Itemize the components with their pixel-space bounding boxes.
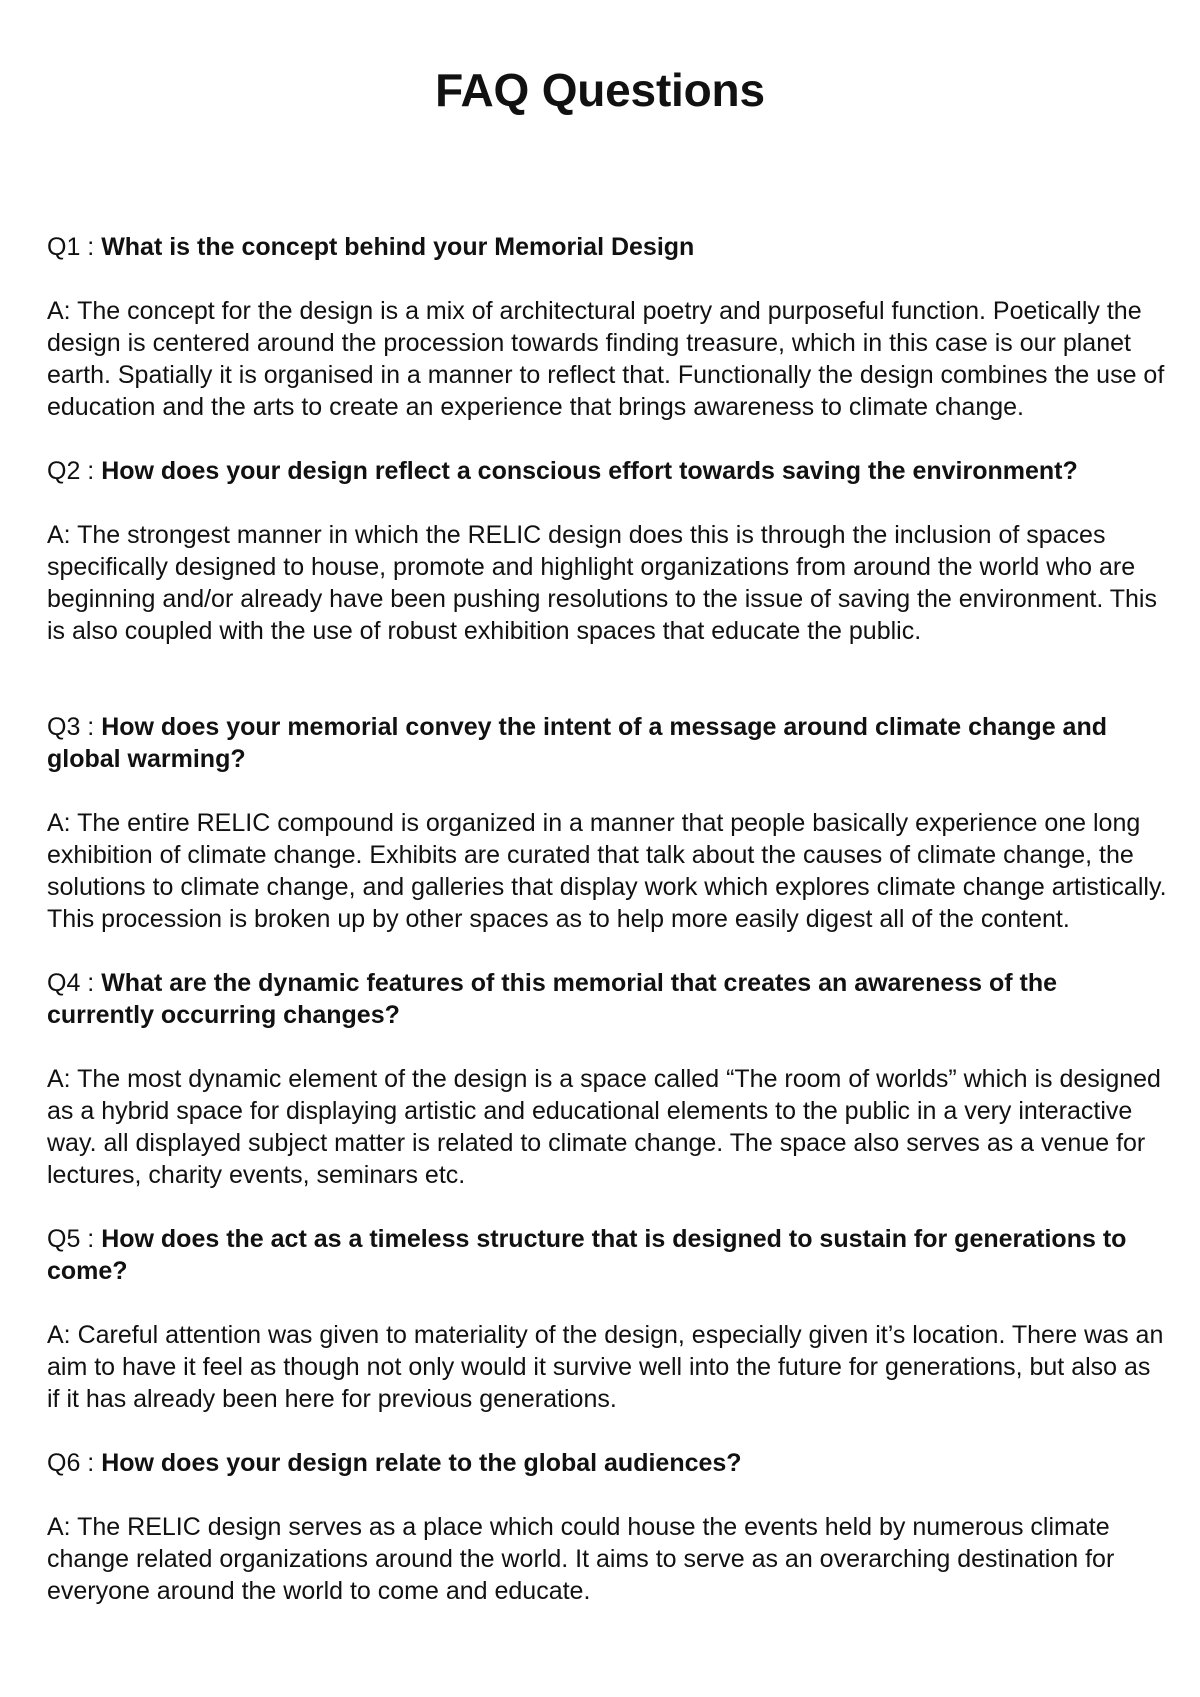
faq-answer-3: A: The entire RELIC compound is organized in a manner that people basically experience one long exhibition of climate change. Exhibits are curated that talk about the causes of climate change, the solutions to climate change, and galleries that display work which explores climate change artistically. This procession is broken up by other spaces as to help more easily digest all of the content. (47, 809, 1167, 933)
faq-item-6 (47, 1447, 1169, 1607)
page-title: FAQ Questions (435, 64, 765, 116)
faq-question-6 (47, 1447, 1169, 1479)
faq-question-2 (47, 455, 1169, 487)
faq-answer-6: A: The RELIC design serves as a place which could house the events held by numerous climate change related organizations around the world. It aims to serve as an overarching destination for everyone around the world to come and educate. (47, 1513, 1115, 1605)
faq-answer-1: A: The concept for the design is a mix of architectural poetry and purposeful function. Poetically the design is centered around the procession towards finding treasure, which in this case is our planet earth. Spatially it is organised in a manner to reflect that. Functionally the design combines the use of education and the arts to create an experience that brings awareness to climate change. (47, 297, 1165, 421)
question-text: How does the act as a timeless structure that is designed to sustain for generations to come? (47, 1225, 1127, 1285)
question-number: Q2 : (47, 457, 102, 485)
question-text: How does your memorial convey the intent of a message around climate change and global warming? (47, 713, 1107, 773)
faq-item-2 (47, 455, 1169, 647)
faq-item-1 (47, 231, 1169, 423)
question-number: Q4 : (47, 969, 102, 997)
faq-list (47, 231, 1169, 1607)
question-text: What are the dynamic features of this memorial that creates an awareness of the currently occurring changes? (47, 969, 1058, 1029)
faq-answer-2: A: The strongest manner in which the RELIC design does this is through the inclusion of spaces specifically designed to house, promote and highlight organizations from around the world who are beginning and/or already have been pushing resolutions to the issue of saving the environment. This is also coupled with the use of robust exhibition spaces that educate the public. (47, 521, 1157, 645)
question-text: How does your design reflect a conscious effort towards saving the environment? (101, 457, 1078, 485)
question-number: Q6 : (47, 1449, 102, 1477)
section-spacer (47, 679, 1169, 711)
faq-answer-5: A: Careful attention was given to materiality of the design, especially given it’s location. There was an aim to have it feel as though not only would it survive well into the future for generations, but also as if it has already been here for previous generations. (47, 1321, 1164, 1413)
faq-answer-4: A: The most dynamic element of the design is a space called “The room of worlds” which is designed as a hybrid space for displaying artistic and educational elements to the public in a very interactive way. all displayed subject matter is related to climate change. The space also serves as a venue for lectures, charity events, seminars etc. (47, 1065, 1161, 1189)
question-number: Q3 : (47, 713, 102, 741)
faq-question-5 (47, 1223, 1169, 1287)
faq-question-4 (47, 967, 1169, 1031)
faq-item-5 (47, 1223, 1169, 1415)
faq-question-1 (47, 231, 1169, 263)
faq-item-3 (47, 711, 1169, 935)
question-number: Q1 : (47, 233, 102, 261)
question-text: What is the concept behind your Memorial Design (101, 233, 695, 261)
faq-item-4 (47, 967, 1169, 1191)
question-text: How does your design relate to the global audiences? (101, 1449, 742, 1477)
faq-question-3 (47, 711, 1169, 775)
question-number: Q5 : (47, 1225, 102, 1253)
